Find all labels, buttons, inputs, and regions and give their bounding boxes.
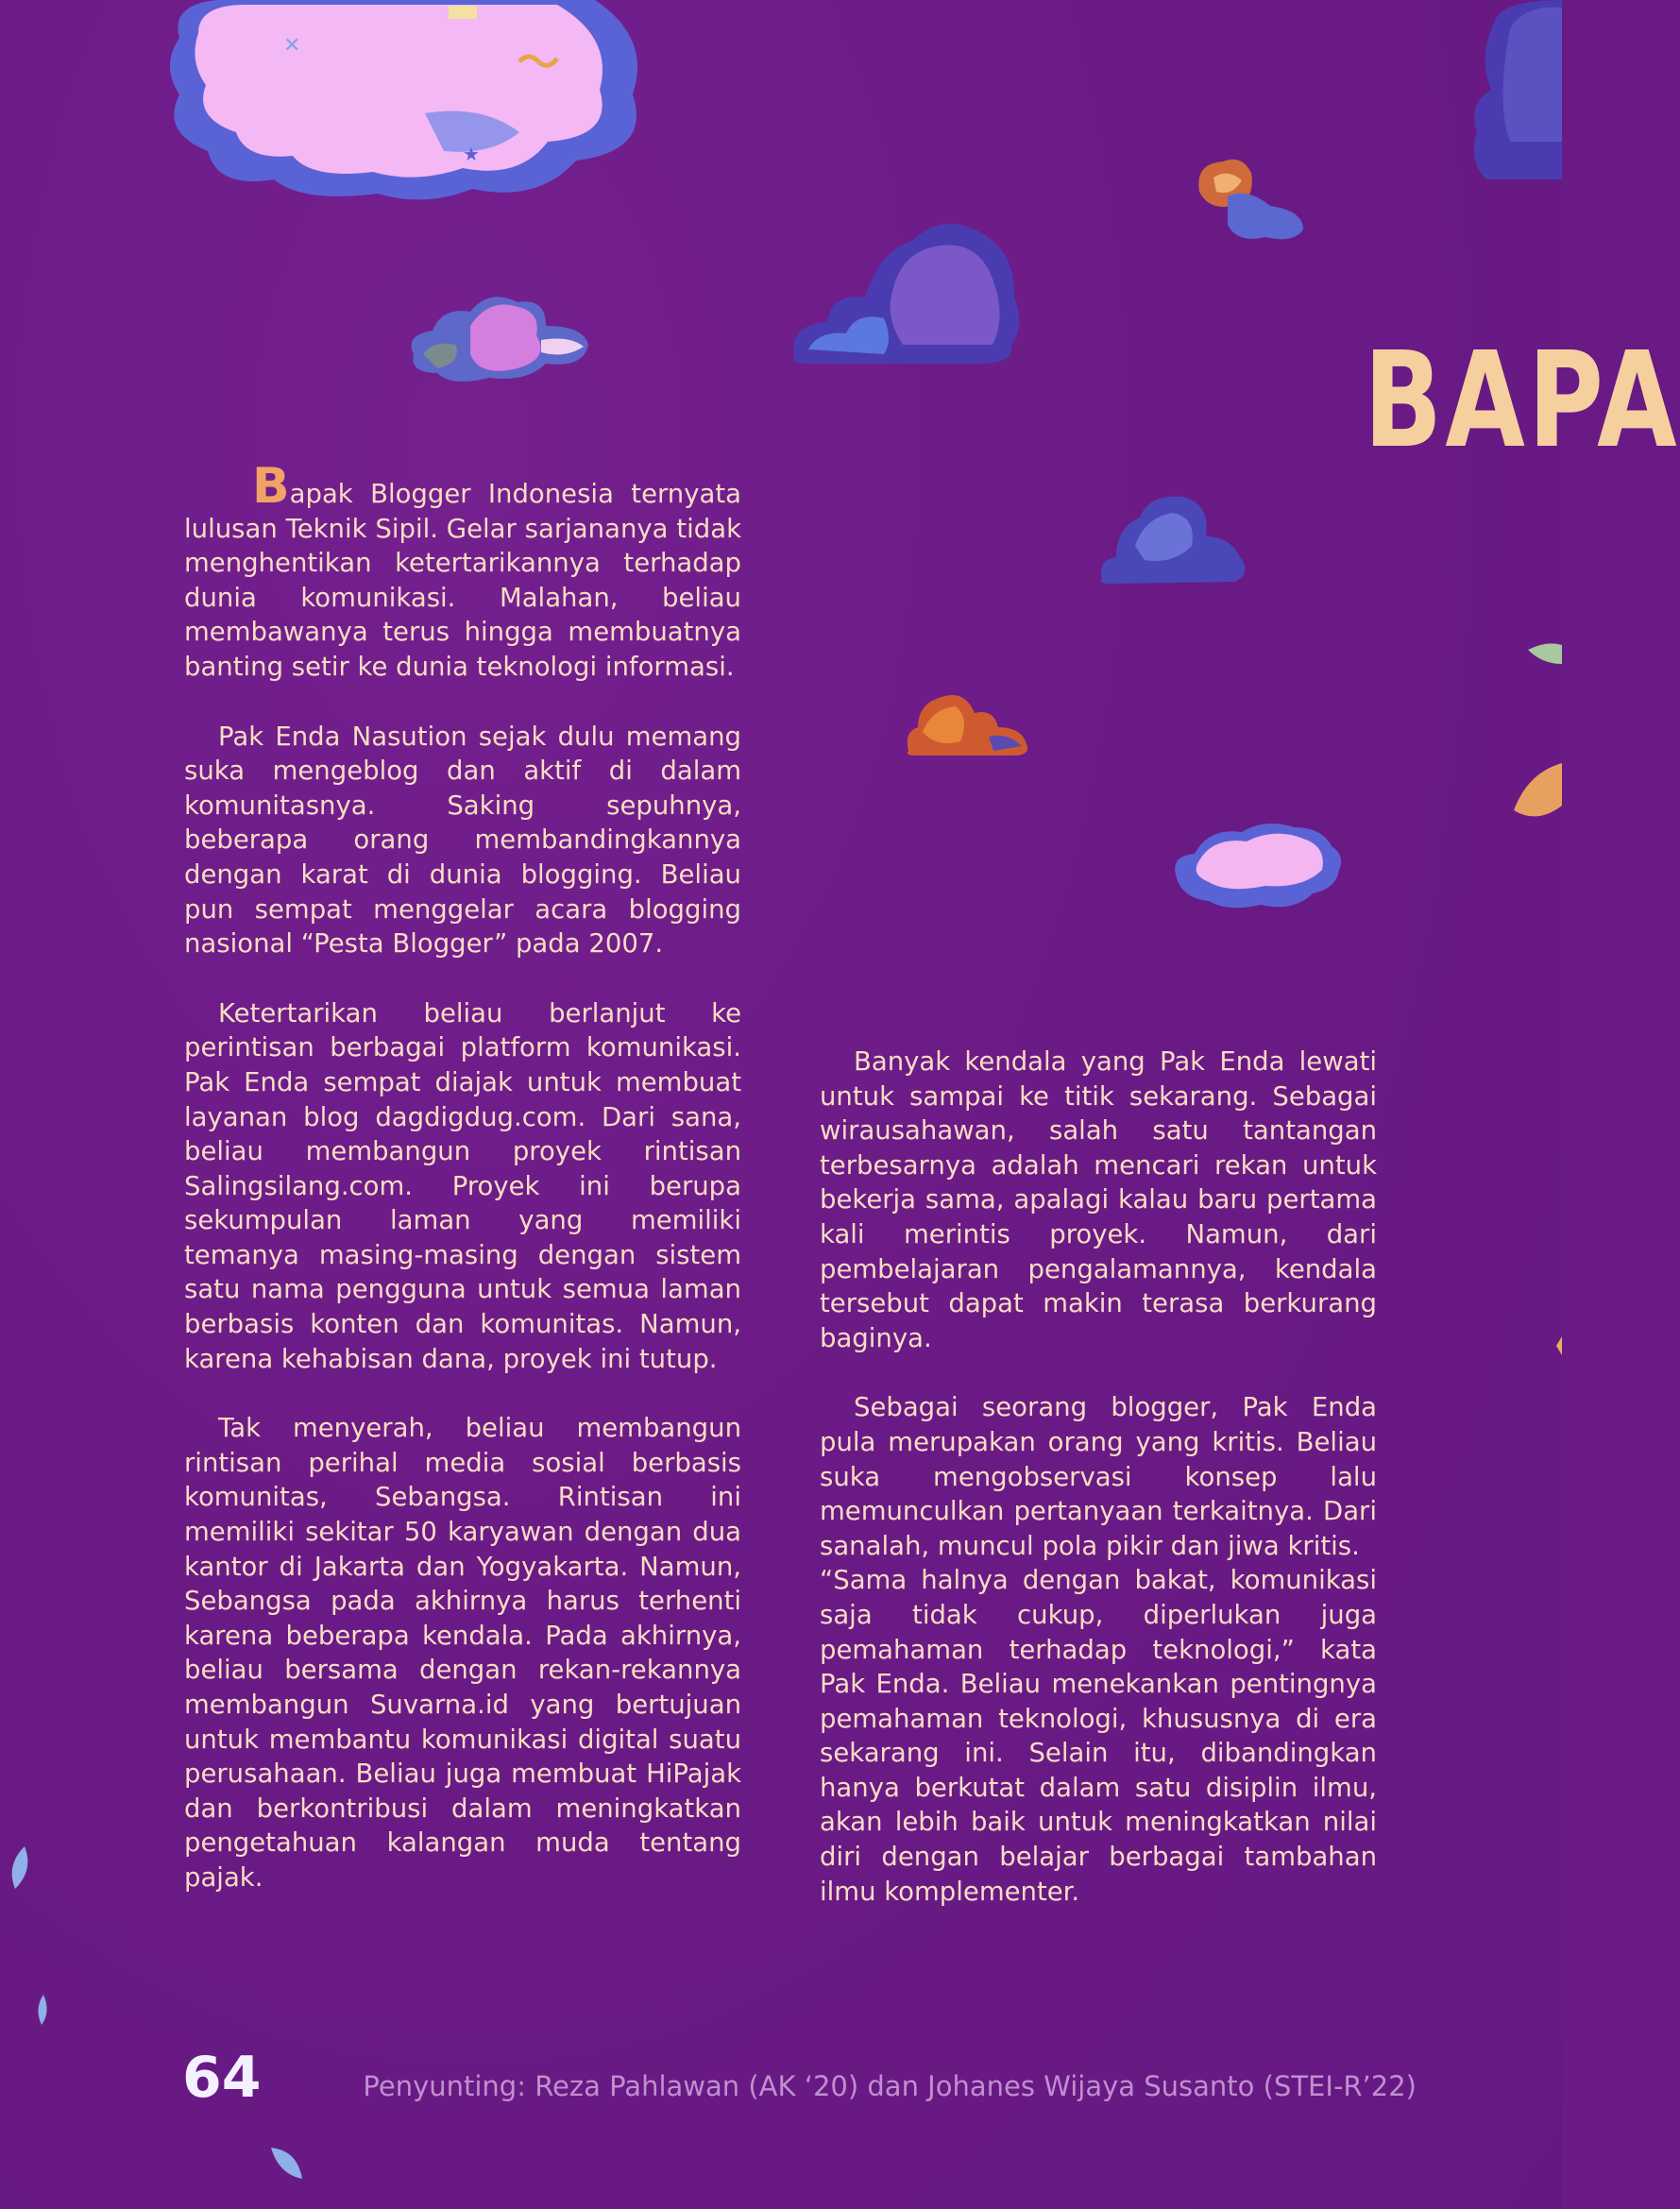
svg-text:✕: ✕ bbox=[283, 34, 301, 58]
leaf-shape-right-edge bbox=[1509, 640, 1562, 829]
petal-decoration-left-2 bbox=[34, 1995, 51, 2027]
article-paragraph-2: Pak Enda Nasution sejak dulu memang suka mengeblog dan aktif di dalam komunitasnya. Saking sepuhnya, beberapa orang membandingkannya dengan karat di dunia blogging. Beliau pun sempat menggelar acara blogging nasional “Pesta Blogger” pada 2007. bbox=[184, 721, 741, 960]
cloud-illustration-pink bbox=[1171, 818, 1346, 912]
petal-decoration-bottom bbox=[269, 2146, 307, 2182]
cloud-illustration-large bbox=[161, 0, 652, 208]
article-paragraph-1 bbox=[184, 458, 741, 685]
dropcap-letter: B bbox=[252, 458, 290, 515]
cloud-illustration-top-right-small bbox=[1190, 154, 1308, 248]
star-decoration-right-edge bbox=[1549, 1336, 1562, 1355]
svg-text:★: ★ bbox=[463, 143, 480, 165]
article-paragraph-7: “Sama halnya dengan bakat, komunikasi saja tidak cukup, diperlukan juga pemahaman terhadap teknologi,” kata Pak Enda. Beliau menekankan pentingnya pemahaman teknologi, khususnya di era sekarang ini. Selain itu, dibandingkan hanya berkutat dalam satu disiplin ilmu, akan lebih baik untuk meningkatkan nilai diri dengan belajar berbagai tambahan ilmu komplementer. bbox=[820, 1565, 1377, 1907]
cloud-illustration-mid-right bbox=[1097, 489, 1248, 588]
page-title: BAPA bbox=[1364, 324, 1680, 478]
cloud-illustration-top-right-edge bbox=[1468, 0, 1562, 184]
article-paragraph-6: Sebagai seorang blogger, Pak Enda pula merupakan orang yang kritis. Beliau suka mengobservasi konsep lalu memunculkan pertanyaan terkaitnya. Dari sanalah, muncul pola pikir dan jiwa kritis. bbox=[820, 1392, 1377, 1561]
page-number: 64 bbox=[182, 2045, 262, 2111]
cloud-illustration-center bbox=[789, 212, 1026, 368]
editor-credit: Penyunting: Reza Pahlawan (AK ‘20) dan Johanes Wijaya Susanto (STEI-R’22) bbox=[363, 2070, 1417, 2102]
article-paragraph-4: Tak menyerah, beliau membangun rintisan perihal media sosial berbasis komunitas, Sebangsa. Rintisan ini memiliki sekitar 50 karyawan dengan dua kantor di Jakarta dan Yogyakarta. Namun, Sebangsa pada akhirnya harus terhenti karena beberapa kendala. Pada akhirnya, beliau bersama dengan rekan-rekannya membangun Suvarna.id yang bertujuan untuk membantu komunikasi digital suatu perusahaan. Beliau juga membuat HiPajak dan berkontribusi dalam meningkatkan pengetahuan kalangan muda tentang pajak. bbox=[184, 1413, 741, 1893]
cloud-illustration-orange bbox=[904, 689, 1031, 757]
article-paragraph-3: Ketertarikan beliau berlanjut ke perintisan berbagai platform komunikasi. Pak Enda sempat diajak untuk membuat layanan blog dagdigdug.com. Dari sana, beliau membangun proyek rintisan Salingsilang.com. Proyek ini berupa sekumpulan laman yang memiliki temanya masing-masing dengan sistem satu nama pengguna untuk semua laman berbasis konten dan komunitas. Namun, karena kehabisan dana, proyek ini tutup. bbox=[184, 997, 741, 1374]
paragraph-text: apak Blogger Indonesia ternyata lulusan Teknik Sipil. Gelar sarjananya tidak menghentikan ketertarikannya terhadap dunia komunikasi. Malahan, beliau membawanya terus hingga membuatnya banting setir ke dunia teknologi informasi. bbox=[184, 479, 741, 682]
petal-decoration-left bbox=[6, 1846, 34, 1892]
right-article-column bbox=[820, 1045, 1377, 1944]
article-paragraph-5: Banyak kendala yang Pak Enda lewati untuk sampai ke titik sekarang. Sebagai wirausahawan, salah satu tantangan terbesarnya adalah mencari rekan untuk bekerja sama, apalagi kalau baru pertama kali merintis proyek. Namun, dari pembelajaran pengalamannya, kendala tersebut dapat makin terasa berkurang baginya. bbox=[820, 1046, 1377, 1353]
left-article-column bbox=[184, 458, 741, 1930]
cloud-illustration-small-left bbox=[404, 288, 593, 387]
